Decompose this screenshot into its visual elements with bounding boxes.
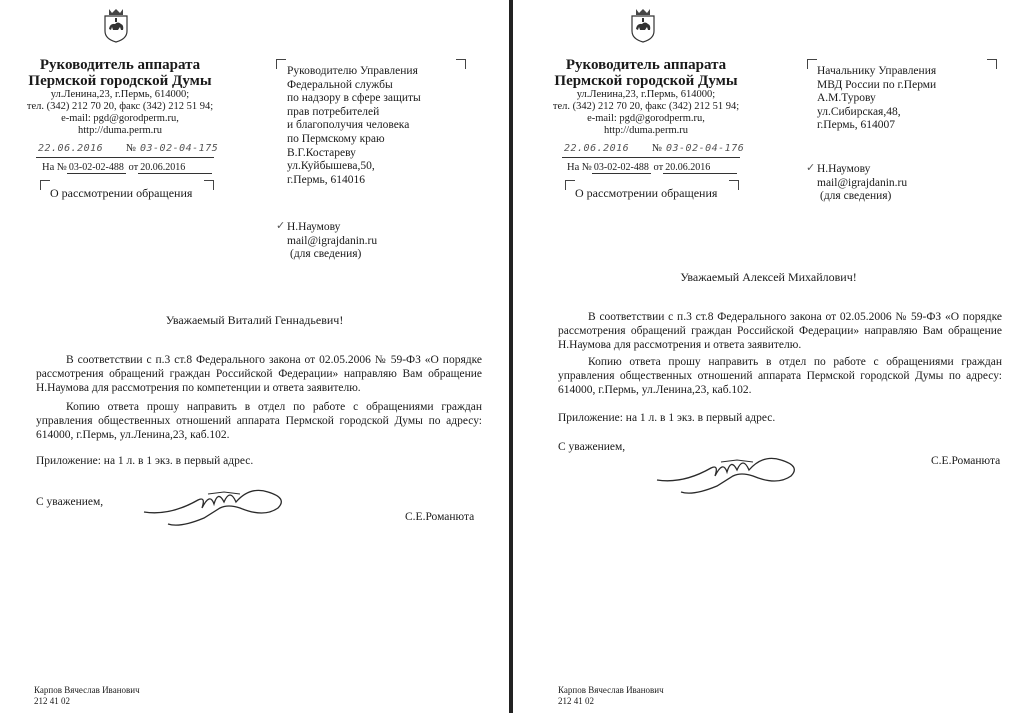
addressee-line: г.Пермь, 614016 — [287, 173, 366, 186]
signature-handwritten — [140, 478, 300, 530]
outgoing-reg-line — [562, 143, 745, 158]
closing: С уважением, — [558, 441, 626, 453]
body-paragraph-2: Копию ответа прошу направить в отдел по работе с обращениями граждан управления общественных отношений аппарата Пермской городской Думы по адресу: 614000, г.Пермь, ул.Ленина,23, каб.102. — [36, 401, 482, 441]
org-phone: тел. (342) 212 70 20, факс (342) 212 51 94; — [26, 101, 214, 112]
addressee-line: В.Г.Костареву — [287, 146, 356, 159]
addressee-line: Начальнику Управления — [817, 65, 937, 77]
body-paragraph-2: Копию ответа прошу направить в отдел по работе с обращениями граждан управления общественных отношений аппарата Пермской городской Думы по адресу: 614000, г.Пермь, ул.Ленина,23, каб.102. — [558, 356, 1002, 396]
org-title-line2: Пермской городской Думы — [554, 73, 738, 89]
executor-name: Карпов Вячеслав Иванович — [34, 685, 140, 695]
outgoing-no-label: № — [126, 143, 137, 154]
subject-corner-mark — [729, 180, 739, 190]
incoming-ref-number: 03-02-02-488 — [593, 162, 649, 173]
addressee-line: А.М.Турову — [817, 92, 876, 105]
addressee-line: ул.Куйбышева,50, — [287, 160, 375, 173]
executor-phone: 212 41 02 — [558, 696, 594, 706]
addressee-block — [817, 65, 936, 133]
greeting: Уважаемый Алексей Михайлович! — [680, 270, 857, 284]
incoming-reference — [567, 162, 737, 174]
copy-check-mark-icon: ✓ — [276, 220, 286, 232]
signer-name: С.Е.Романюта — [931, 455, 1001, 467]
signer-name: С.Е.Романюта — [405, 511, 475, 523]
greeting: Уважаемый Виталий Геннадьевич! — [165, 313, 344, 327]
letter-page-2 — [513, 0, 1024, 713]
subject-corner-mark — [204, 180, 214, 190]
copy-recipient-email: mail@igrajdanin.ru — [287, 234, 378, 247]
outgoing-date: 22.06.2016 — [564, 143, 630, 154]
copy-recipient-block — [287, 221, 377, 262]
body-paragraph-1: В соответствии с п.3 ст.8 Федерального закона от 02.05.2006 № 59-ФЗ «О порядке рассмотрения обращений граждан Российской Федерации» направляю Вам обращение Н.Наумова для рассмотрения по компетенции и ответа заявителю. — [36, 354, 482, 394]
copy-recipient-name: Н.Наумову — [817, 163, 871, 175]
na-label: На № — [567, 162, 592, 173]
incoming-ref-number: 03-02-02-488 — [68, 162, 124, 173]
subject-corner-mark — [565, 180, 575, 190]
addressee-line: и благополучия человека — [287, 119, 410, 132]
incoming-ref-date: 20.06.2016 — [663, 162, 737, 174]
copy-check-mark-icon: ✓ — [806, 162, 816, 174]
org-email: e-mail: pgd@gorodperm.ru, — [61, 113, 179, 124]
org-title-line2: Пермской городской Думы — [28, 73, 212, 89]
letter-subject: О рассмотрении обращения — [50, 186, 193, 200]
org-phone: тел. (342) 212 70 20, факс (342) 212 51 94; — [552, 101, 740, 112]
address-corner-mark — [807, 59, 817, 69]
outgoing-no-label: № — [652, 143, 663, 154]
attachment-note: Приложение: на 1 л. в 1 экз. в первый адрес. — [36, 455, 254, 467]
outgoing-reg-line — [36, 143, 219, 158]
org-website: http://duma.perm.ru — [78, 125, 162, 136]
org-address: ул.Ленина,23, г.Пермь, 614000; — [50, 89, 190, 100]
addressee-line: МВД России по г.Перми — [817, 78, 937, 91]
attachment-note: Приложение: на 1 л. в 1 экз. в первый адрес. — [558, 412, 776, 424]
copy-recipient-name: Н.Наумову — [287, 221, 341, 233]
copy-recipient-note: (для сведения) — [290, 248, 362, 261]
address-corner-mark — [456, 59, 466, 69]
letter-page-1 — [0, 0, 509, 713]
addressee-block — [287, 65, 421, 187]
org-email: e-mail: pgd@gorodperm.ru, — [587, 113, 705, 124]
copy-recipient-note: (для сведения) — [820, 190, 892, 203]
ot-label: от — [128, 162, 139, 173]
addressee-line: ул.Сибирская,48, — [817, 105, 901, 118]
address-corner-mark — [276, 59, 286, 69]
perm-coat-of-arms-icon — [103, 7, 129, 43]
subject-corner-mark — [40, 180, 50, 190]
na-label: На № — [42, 162, 67, 173]
outgoing-date: 22.06.2016 — [38, 143, 104, 154]
org-title-line1: Руководитель аппарата — [565, 57, 727, 73]
addressee-line: Федеральной службы — [287, 78, 393, 91]
org-website: http://duma.perm.ru — [604, 125, 688, 136]
outgoing-number: 03-02-04-176 — [666, 143, 745, 154]
incoming-ref-date: 20.06.2016 — [138, 162, 212, 174]
executor-phone: 212 41 02 — [34, 696, 70, 706]
org-title-line1: Руководитель аппарата — [39, 57, 201, 73]
executor-name: Карпов Вячеслав Иванович — [558, 685, 664, 695]
copy-recipient-block — [817, 163, 907, 204]
addressee-line: прав потребителей — [287, 105, 380, 118]
signature-handwritten — [653, 446, 813, 498]
outgoing-number: 03-02-04-175 — [140, 143, 219, 154]
address-corner-mark — [987, 59, 997, 69]
addressee-line: Руководителю Управления — [287, 65, 418, 77]
addressee-line: г.Пермь, 614007 — [817, 119, 896, 132]
perm-coat-of-arms-icon — [630, 7, 656, 43]
ot-label: от — [653, 162, 664, 173]
addressee-line: по Пермскому краю — [287, 132, 385, 145]
incoming-reference — [42, 162, 212, 174]
letter-subject: О рассмотрении обращения — [575, 186, 718, 200]
closing: С уважением, — [36, 496, 104, 508]
org-address: ул.Ленина,23, г.Пермь, 614000; — [576, 89, 716, 100]
body-paragraph-1: В соответствии с п.3 ст.8 Федерального закона от 02.05.2006 № 59-ФЗ «О порядке рассмотрения обращений граждан Российской Федерации» направляю Вам обращение Н.Наумова для рассмотрения и ответа заявителю. — [558, 311, 1002, 351]
copy-recipient-email: mail@igrajdanin.ru — [817, 176, 908, 189]
addressee-line: по надзору в сфере защиты — [287, 92, 421, 105]
